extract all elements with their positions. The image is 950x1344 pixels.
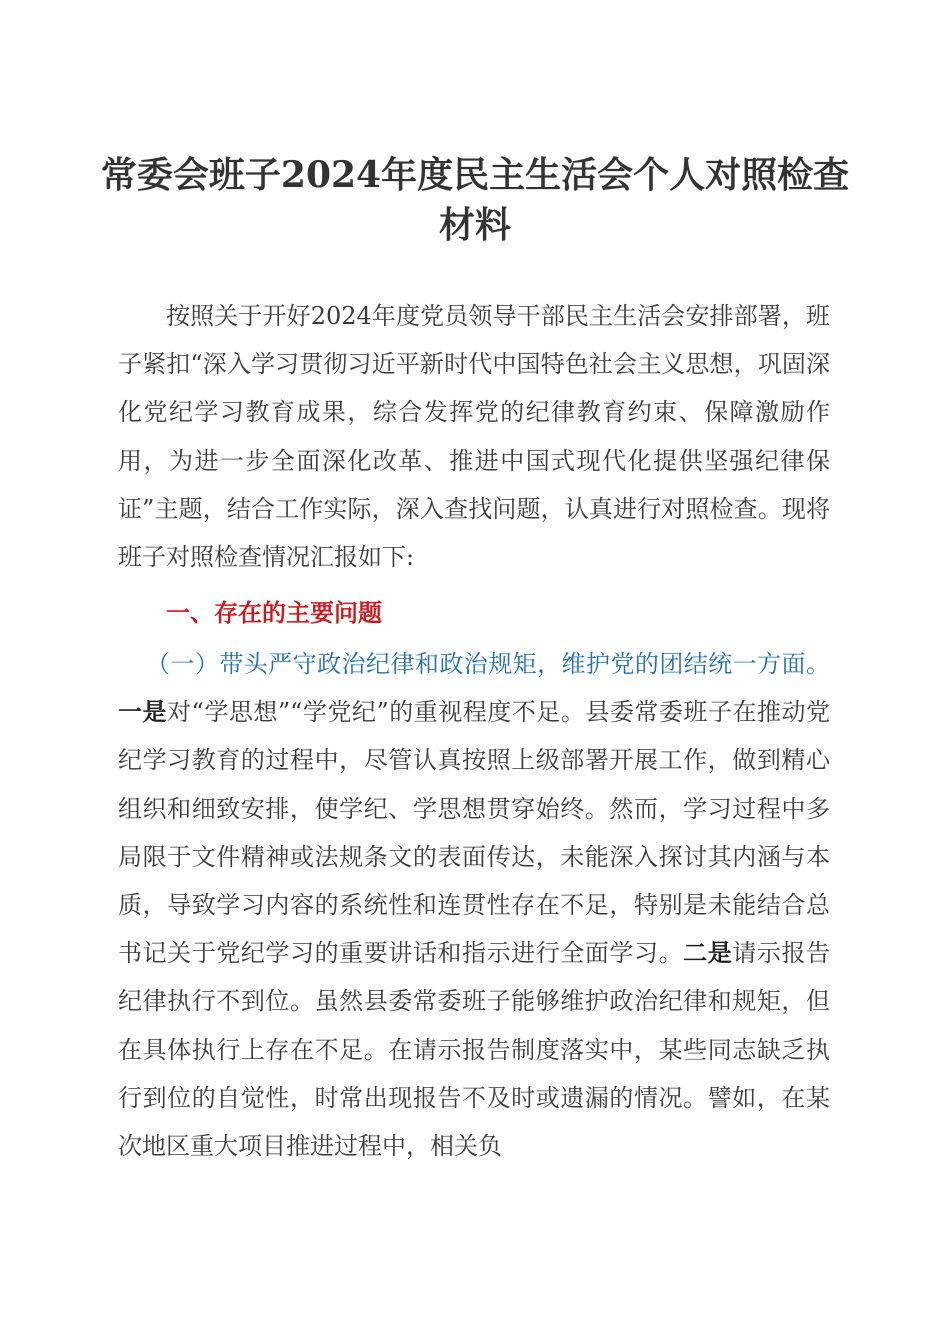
section-heading-main-problems: 一、存在的主要问题 — [166, 599, 382, 627]
intro-paragraph: 按照关于开好2024年度党员领导干部民主生活会安排部署，班子紧扣“深入学习贯彻习近平新时代中国特色社会主义思想，巩固深化党纪学习教育成果，综合发挥党的纪律教育约束、保障激励作用，为进一步全面深化改革、推进中国式现代化提供坚强纪律保证”主题，结合工作实际，深入查找问题，认真进行对照检查。现将班子对照检查情况汇报如下: — [118, 302, 830, 572]
point-label-1: 一是 — [118, 697, 168, 727]
subsection-paragraph — [118, 640, 830, 1170]
subsection-heading: （一）带头严守政治纪律和政治规矩，维护党的团结统一方面。 — [146, 650, 830, 678]
point-label-2: 二是 — [683, 938, 733, 968]
point-text-2: 请示报告纪律执行不到位。虽然县委常委班子能够维护政治纪律和规矩，但在具体执行上存在不足。在请示报告制度落实中，某些同志缺乏执行到位的自觉性，时常出现报告不及时或遗漏的情况。譬如，在某次地区重大项目推进过程中，相关负 — [118, 939, 831, 1161]
document-title: 常委会班子2024年度民主生活会个人对照检查材料 — [100, 154, 850, 246]
point-text-1: 对“学思想”“学党纪”的重视程度不足。县委常委班子在推动党纪学习教育的过程中，尽管认真按照上级部署开展工作，做到精心组织和细致安排，使学纪、学思想贯穿始终。然而，学习过程中多局限于文件精神或法规条文的表面传达，未能深入探讨其内涵与本质，导致学习内容的系统性和连贯性存在不足，特别是未能结合总书记关于党纪学习的重要讲话和指示进行全面学习。 — [118, 698, 831, 968]
